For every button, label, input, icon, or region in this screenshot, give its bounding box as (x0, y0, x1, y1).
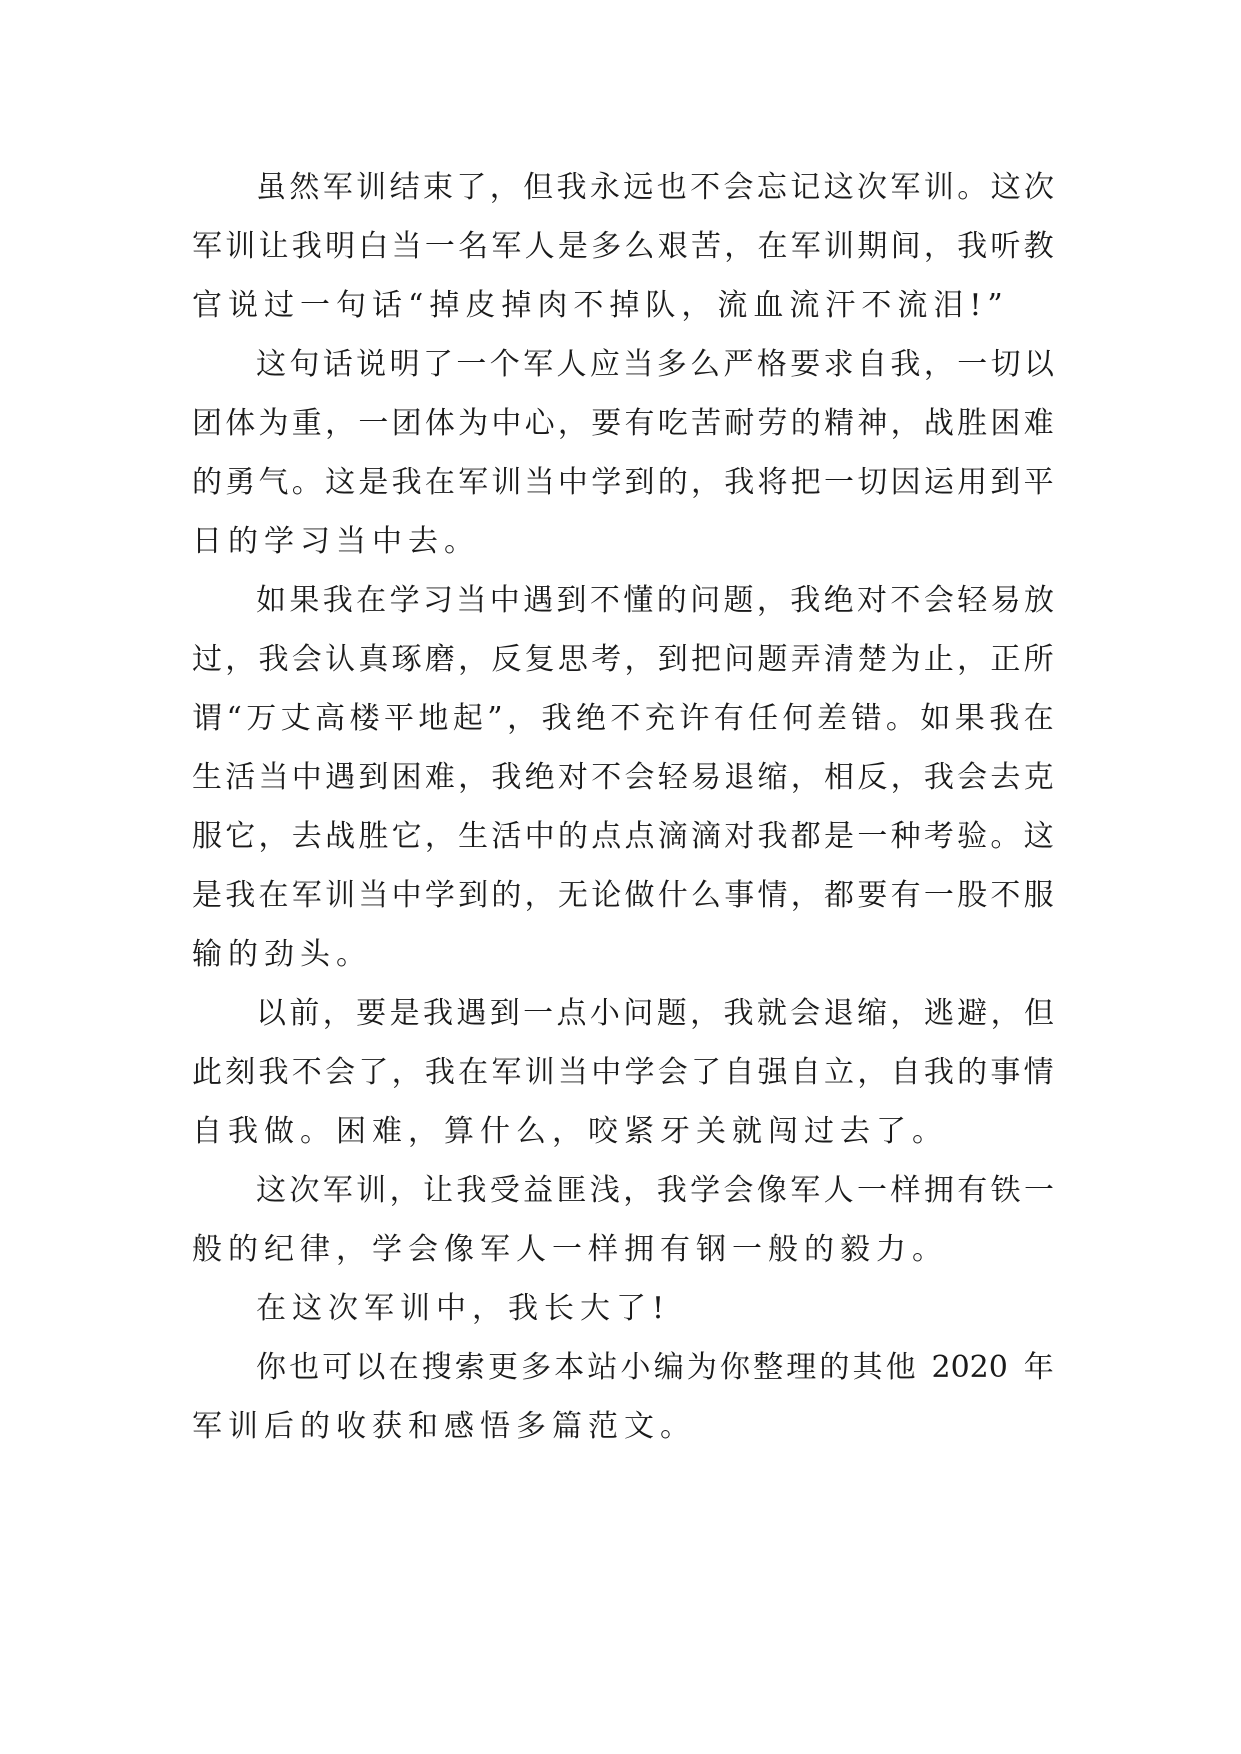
text-line: 谓 “ 万 丈 高 楼 平 地 起 ” ， 我 绝 不 充 许 有 任 何 差 错 。 如 果 我 在 (192, 701, 1054, 736)
text-line: 这 句 话 说 明 了 一 个 军 人 应 当 多 么 严 格 要 求 自 我 ， 一 切 以 (256, 347, 1054, 382)
text-line: 日的学习当中去。 (192, 524, 480, 559)
text-line: 官说过一句话“掉皮掉肉不掉队，流血流汗不流泪!” (192, 288, 1009, 323)
text-line: 这 次 军 训 ， 让 我 受 益 匪 浅 ， 我 学 会 像 军 人 一 样 拥 有 铁 一 (256, 1173, 1054, 1208)
text-line: 军 训 让 我 明 白 当 一 名 军 人 是 多 么 艰 苦 ， 在 军 训 期 间 ， 我 听 教 (192, 229, 1054, 264)
text-line: 自我做。困难，算什么，咬紧牙关就闯过去了。 (192, 1114, 948, 1149)
paragraph-7 (192, 1338, 1054, 1456)
text-line: 输的劲头。 (192, 937, 372, 972)
text-line: 如 果 我 在 学 习 当 中 遇 到 不 懂 的 问 题 ， 我 绝 对 不 会 轻 易 放 (256, 583, 1054, 618)
paragraph-3 (192, 571, 1054, 984)
text-line: 此 刻 我 不 会 了 ， 我 在 军 训 当 中 学 会 了 自 强 自 立 ， 自 我 的 事 情 (192, 1055, 1054, 1090)
text-line: 的 勇 气 。 这 是 我 在 军 训 当 中 学 到 的 ， 我 将 把 一 切 因 运 用 到 平 (192, 465, 1054, 500)
document-body (192, 158, 1054, 1456)
text-line: 团 体 为 重 ， 一 团 体 为 中 心 ， 要 有 吃 苦 耐 劳 的 精 神 ， 战 胜 困 难 (192, 406, 1054, 441)
text-line: 在这次军训中，我长大了! (256, 1291, 671, 1326)
text-line: 过 ， 我 会 认 真 琢 磨 ， 反 复 思 考 ， 到 把 问 题 弄 清 楚 为 止 ， 正 所 (192, 642, 1054, 677)
text-line: 虽 然 军 训 结 束 了 ， 但 我 永 远 也 不 会 忘 记 这 次 军 训 。 这 次 (256, 170, 1054, 205)
text-line: 军训后的收获和感悟多篇范文。 (192, 1409, 696, 1444)
paragraph-6 (192, 1279, 1054, 1338)
text-line: 是 我 在 军 训 当 中 学 到 的 ， 无 论 做 什 么 事 情 ， 都 要 有 一 股 不 服 (192, 878, 1054, 913)
text-line: 般的纪律，学会像军人一样拥有钢一般的毅力。 (192, 1232, 948, 1267)
text-line: 生 活 当 中 遇 到 困 难 ， 我 绝 对 不 会 轻 易 退 缩 ， 相 反 ， 我 会 去 克 (192, 760, 1054, 795)
text-line: 服 它 ， 去 战 胜 它 ， 生 活 中 的 点 点 滴 滴 对 我 都 是 一 种 考 验 。 这 (192, 819, 1054, 854)
text-line: 你 也 可 以 在 搜 索 更 多 本 站 小 编 为 你 整 理 的 其 他 2020 年 (256, 1350, 1054, 1385)
paragraph-2 (192, 335, 1054, 571)
paragraph-5 (192, 1161, 1054, 1279)
paragraph-1 (192, 158, 1054, 335)
paragraph-4 (192, 984, 1054, 1161)
text-line: 以 前 ， 要 是 我 遇 到 一 点 小 问 题 ， 我 就 会 退 缩 ， 逃 避 ， 但 (256, 996, 1054, 1031)
